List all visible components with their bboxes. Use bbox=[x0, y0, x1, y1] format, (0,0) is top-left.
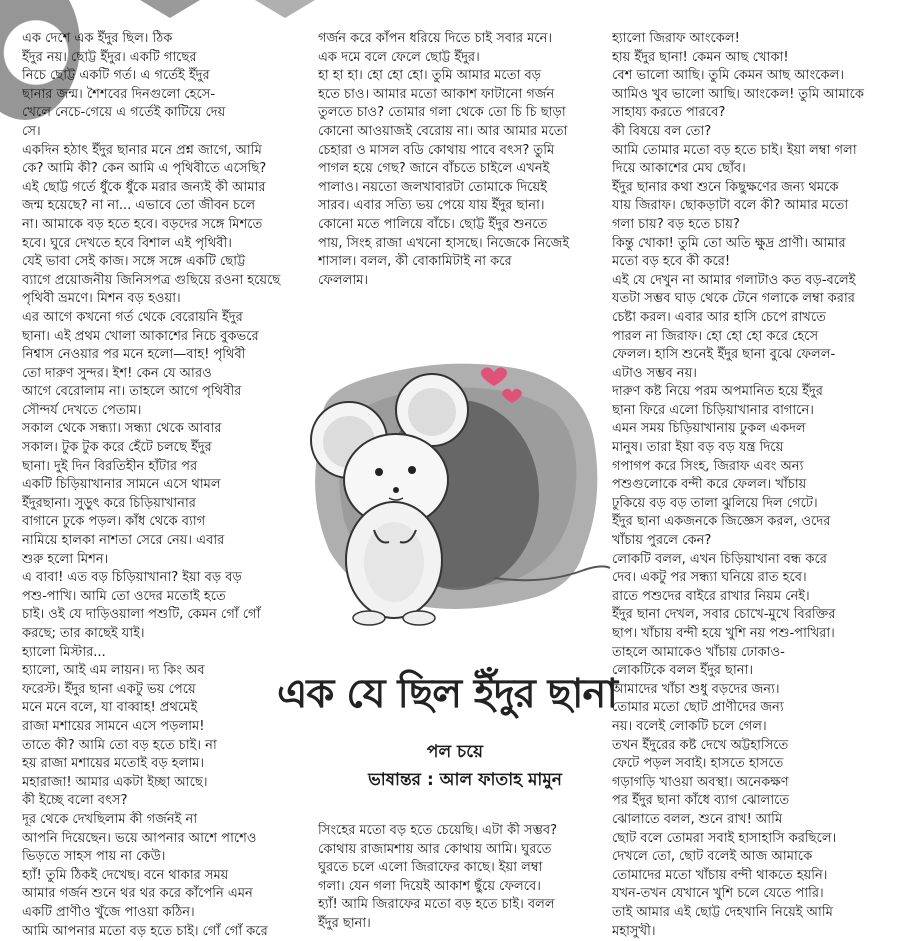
text-line: দেখলে তো, ছোট বলেই আজ আমাকে bbox=[612, 848, 904, 867]
text-line: লোকটি বলল, এখন চিড়িয়াখানা বন্ধ করে bbox=[612, 551, 904, 570]
text-line: দূর থেকে দেখছিলাম কী গর্জনই না bbox=[22, 811, 302, 830]
text-line: ফরেস্ট। ইঁদুর ছানা একটু ভয় পেয়ে bbox=[22, 681, 302, 700]
text-line: হা হা হা। হো হো হো। তুমি আমার মতো বড় bbox=[318, 67, 590, 86]
text-line: দারুণ কষ্ট নিয়ে পরম অপমানিত হয়ে ইঁদুর bbox=[612, 383, 904, 402]
text-line: মতো বড় হবে কী করে! bbox=[612, 253, 904, 272]
text-line: আমার গর্জন শুনে থর থর করে কাঁপেনি এমন bbox=[22, 885, 302, 904]
text-line: আমিও খুব ভালো আছি। আংকেল! তুমি আমাকে bbox=[612, 86, 904, 105]
text-line: আমাদের খাঁচা শুধু বড়দের জন্য। bbox=[612, 681, 904, 700]
text-line: তুলতে চাও? তোমার গলা থেকে তো চি চি ছাড়া bbox=[318, 104, 590, 123]
text-column-1 bbox=[22, 30, 302, 941]
text-line: সাহায্য করতে পারবে? bbox=[612, 104, 904, 123]
text-line: মহারাজা! আমার একটা ইচ্ছা আছে। bbox=[22, 774, 302, 793]
text-line: এমন সময় চিড়িয়াখানায় ঢুকল একদল bbox=[612, 420, 904, 439]
mouse-illustration bbox=[284, 330, 614, 660]
text-column-2-top bbox=[318, 30, 590, 290]
text-line: যায় জিরাফ। ছোকড়াটা বলে কী? আমার মতো bbox=[612, 197, 904, 216]
text-line: ঝোলাতে বলল, শুনে রাখ! আমি bbox=[612, 811, 904, 830]
text-line: ব্যাগে প্রয়োজনীয় জিনিসপত্র গুছিয়ে রওনা হয়েছে bbox=[22, 272, 302, 291]
text-line: একটি প্রাণীও খুঁজে পাওয়া কঠিন। bbox=[22, 904, 302, 923]
text-line: ইঁদুর ছানা। bbox=[318, 915, 598, 934]
text-line: শুরু হলো মিশন। bbox=[22, 551, 302, 570]
text-line: গলা চায়? বড় হতে চায়? bbox=[612, 216, 904, 235]
text-line: রাতে পশুদের বাইরে রাখার নিয়ম নেই। bbox=[612, 588, 904, 607]
text-line: পশুগুলোকে বন্দী করে ফেলল। খাঁচায় bbox=[612, 476, 904, 495]
text-line: মানুষ। তারা ইয়া বড় বড় যন্ত্র দিয়ে bbox=[612, 439, 904, 458]
text-line: আমি তোমার মতো বড় হতে চাই। ইয়া লম্বা গলা bbox=[612, 142, 904, 161]
text-line: পালাও। নয়তো জলখাবারটা তোমাকে দিয়েই bbox=[318, 179, 590, 198]
text-line: নামিয়ে হালকা নাশতা সেরে নেয়। এবার bbox=[22, 532, 302, 551]
text-line: আগে বেরোলাম না। তাহলে আগে পৃথিবীর bbox=[22, 383, 302, 402]
text-line: সৌন্দর্য দেখতে পেতাম। bbox=[22, 402, 302, 421]
text-line: সকাল থেকে সন্ধ্যা। সন্ধ্যা থেকে আবার bbox=[22, 420, 302, 439]
text-column-2-bottom bbox=[318, 822, 598, 934]
text-line: পশু-পাখি। আমি তো ওদের মতোই হতে bbox=[22, 588, 302, 607]
text-line: এ বাবা! এত বড় চিড়িয়াখানা? ইয়া বড় বড় bbox=[22, 569, 302, 588]
text-line: হ্যালো জিরাফ আংকেল! bbox=[612, 30, 904, 49]
text-line: কী বিষয়ে বল তো? bbox=[612, 123, 904, 142]
text-line: শাসাল। বলল, কী বোকামিটাই না করে bbox=[318, 253, 590, 272]
text-line: ছানা ফিরে এলো চিড়িয়াখানার বাগানে। bbox=[612, 402, 904, 421]
text-line: একটি চিড়িয়াখানার সামনে এসে থামল bbox=[22, 476, 302, 495]
text-line: আপনি দিয়েছেন। ভয়ে আপনার আশে পাশেও bbox=[22, 830, 302, 849]
text-column-3 bbox=[612, 30, 904, 941]
text-line: এক দমে বলে ফেলে ছোট্ট ইঁদুর। bbox=[318, 49, 590, 68]
text-line: হয় রাজা মশায়ের মতোই বড় হলাম। bbox=[22, 755, 302, 774]
translator-credit: ভাষান্তর : আল ফাতাহ মামুন bbox=[320, 768, 610, 792]
text-line: খাঁচায় পুরলে কেন? bbox=[612, 532, 904, 551]
text-line: ঘুরতে চলে এলো জিরাফের কাছে। ইয়া লম্বা bbox=[318, 859, 598, 878]
text-line: পারল না জিরাফ। হো হো হো করে হেসে bbox=[612, 328, 904, 347]
text-line: তোমাদের মতো খাঁচায় বন্দী থাকতে হয়নি। bbox=[612, 867, 904, 886]
text-line: একদিন হঠাৎ ইঁদুর ছানার মনে প্রশ্ন জাগে, আমি bbox=[22, 142, 302, 161]
text-line: পায়, সিংহ রাজা এখনো হাসছে। নিজেকে নিজেই bbox=[318, 235, 590, 254]
text-line: হ্যালো, আই এম লায়ন। দ্য কিং অব bbox=[22, 662, 302, 681]
text-line: ফেলল। হাসি শুনেই ইঁদুর ছানা বুঝে ফেলল- bbox=[612, 346, 904, 365]
text-line: ইঁদুর ছানার কথা শুনে কিছুক্ষণের জন্য থমকে bbox=[612, 179, 904, 198]
text-line: ইঁদুরছানা। সুড়ুৎ করে চিড়িয়াখানার bbox=[22, 495, 302, 514]
text-line: সারব। এবার সত্যি ভয় পেয়ে যায় ইঁদুর ছানা। bbox=[318, 197, 590, 216]
text-line: হতে চাও। আমার মতো আকাশ ফাটানো গর্জন bbox=[318, 86, 590, 105]
text-line: দিয়ে আকাশের মেঘ ছোঁব। bbox=[612, 160, 904, 179]
text-line: ইঁদুর নয়। ছোট্ট ইঁদুর। একটি গাছের bbox=[22, 49, 302, 68]
text-line: কোনো মতে পালিয়ে বাঁচে। ছোট্ট ইঁদুর শুনতে bbox=[318, 216, 590, 235]
text-line: চেহারা ও মাসল বডি কোথায় পাবে বৎস? তুমি bbox=[318, 142, 590, 161]
text-line: খেলে নেচে-গেয়ে এ গর্তেই কাটিয়ে দেয় bbox=[22, 104, 302, 123]
text-line: কোনো আওয়াজই বেরোয় না। আর আমার মতো bbox=[318, 123, 590, 142]
text-line: ইঁদুর ছানা দেখল, সবার চোখে-মুখে বিরক্তির bbox=[612, 606, 904, 625]
text-line: এটাও সম্ভব নয়। bbox=[612, 365, 904, 384]
text-line: গড়াগড়ি খাওয়া অবস্থা। অনেকক্ষণ bbox=[612, 774, 904, 793]
text-line: পর ইঁদুর ছানা কাঁধে ব্যাগ ঝোলাতে bbox=[612, 792, 904, 811]
text-line: গর্জন করে কাঁপন ধরিয়ে দিতে চাই সবার মনে। bbox=[318, 30, 590, 49]
text-line: পাগল হয়ে গেছ? জানে বাঁচতে চাইলে এখনই bbox=[318, 160, 590, 179]
text-line: কিন্তু খোকা! তুমি তো অতি ক্ষুদ্র প্রাণী। আমার bbox=[612, 235, 904, 254]
text-line: ছোট বলে তোমরা সবাই হাসাহাসি করছিলে। bbox=[612, 830, 904, 849]
text-line: ছাপ। খাঁচায় বন্দী হয়ে খুশি নয় পশু-পাখিরা। bbox=[612, 625, 904, 644]
text-line: যেই ভাবা সেই কাজ। সঙ্গে সঙ্গে একটি ছোট্ট bbox=[22, 253, 302, 272]
text-line: বেশ ভালো আছি। তুমি কেমন আছ আংকেল। bbox=[612, 67, 904, 86]
text-line: মনে মনে বলে, যা বাব্বাহ! প্রথমেই bbox=[22, 699, 302, 718]
text-line: যতটা সম্ভব ঘাড় থেকে টেনে গলাকে লম্বা করার bbox=[612, 290, 904, 309]
top-decoration-left bbox=[140, 0, 200, 18]
text-line: হ্যাঁ! আমি জিরাফের মতো বড় হতে চাই। বলল bbox=[318, 896, 598, 915]
text-line: তখন ইঁদুরের কষ্ট দেখে অট্টহাসিতে bbox=[612, 737, 904, 756]
text-line: রাজা মশায়ের সামনে এসে পড়লাম! bbox=[22, 718, 302, 737]
text-line: ঢুকিয়ে বড় বড় তালা ঝুলিয়ে দিল গেটে। bbox=[612, 495, 904, 514]
text-line: নিশ্বাস নেওয়ার পর মনে হলো—বাহ! পৃথিবী bbox=[22, 346, 302, 365]
text-line: নিচে ছোট্ট একটি গর্ত। এ গর্তেই ইঁদুর bbox=[22, 67, 302, 86]
text-line: ফেললাম। bbox=[318, 272, 590, 291]
text-line: আমি আপনার মতো বড় হতে চাই। গোঁ গোঁ করে bbox=[22, 923, 302, 941]
text-line: পৃথিবী ভ্রমণে। মিশন বড় হওয়া। bbox=[22, 290, 302, 309]
text-line: কে? আমি কী? কেন আমি এ পৃথিবীতে এসেছি? bbox=[22, 160, 302, 179]
text-line: তোমার মতো ছোট প্রাণীদের জন্য bbox=[612, 699, 904, 718]
text-line: গলা। যেন গলা দিয়েই আকাশ ছুঁয়ে ফেলবে। bbox=[318, 878, 598, 897]
text-line: তো দারুণ সুন্দর। ইশ! কেন যে আরও bbox=[22, 365, 302, 384]
author-name: পল চয়ে bbox=[320, 740, 590, 764]
text-line: এক দেশে এক ইঁদুর ছিল। ঠিক bbox=[22, 30, 302, 49]
text-line: কী ইচ্ছে বলো বৎস? bbox=[22, 792, 302, 811]
text-line: গপাগপ করে সিংহ, জিরাফ এবং অন্য bbox=[612, 458, 904, 477]
text-line: এই যে দেখুন না আমার গলাটাও কত বড়-বলেই bbox=[612, 272, 904, 291]
text-line: ফেটে পড়ল সবাই। হাসতে হাসতে bbox=[612, 755, 904, 774]
text-line: চাই। ওই যে দাড়িওয়ালা পশুটি, কেমন গোঁ গোঁ bbox=[22, 606, 302, 625]
text-line: ইঁদুর ছানা একজনকে জিজ্ঞেস করল, ওদের bbox=[612, 513, 904, 532]
text-line: তাতে কী? আমি তো বড় হতে চাই। না bbox=[22, 737, 302, 756]
text-line: নয়। বলেই লোকটি চলে গেল। bbox=[612, 718, 904, 737]
text-line: ছানার জন্ম। শৈশবের দিনগুলো হেসে- bbox=[22, 86, 302, 105]
text-line: ছানা। দুই দিন বিরতিহীন হাঁটার পর bbox=[22, 458, 302, 477]
text-line: তাই আমার এই ছোট্ট দেহখানি নিয়েই আমি bbox=[612, 904, 904, 923]
text-line: ছানা। এই প্রথম খোলা আকাশের নিচে বুকভরে bbox=[22, 328, 302, 347]
top-decoration-right bbox=[255, 0, 315, 18]
text-line: তাহলে আমাকেও খাঁচায় ঢোকাও- bbox=[612, 644, 904, 663]
text-line: লোকটিকে বলল ইঁদুর ছানা। bbox=[612, 662, 904, 681]
text-line: হ্যালো মিস্টার... bbox=[22, 644, 302, 663]
text-line: এই ছোট্ট গর্তে ধুঁকে ধুঁকে মরার জন্যই কী আমার bbox=[22, 179, 302, 198]
text-line: কোথায় রাজামশায় আর কোথায় আমি। ঘুরতে bbox=[318, 841, 598, 860]
text-line: হায় ইঁদুর ছানা! কেমন আছ খোকা! bbox=[612, 49, 904, 68]
text-line: জন্ম হয়েছে? না না... এভাবে তো জীবন চলে bbox=[22, 197, 302, 216]
text-line: সে। bbox=[22, 123, 302, 142]
text-line: ভিড়তে সাহস পায় না কেউ। bbox=[22, 848, 302, 867]
text-line: বাগানে ঢুকে পড়ল। কাঁধ থেকে ব্যাগ bbox=[22, 513, 302, 532]
text-line: হবে। ঘুরে দেখতে হবে বিশাল এই পৃথিবী। bbox=[22, 235, 302, 254]
story-title: এক যে ছিল ইঁদুর ছানা bbox=[272, 668, 622, 720]
text-line: সিংহের মতো বড় হতে চেয়েছি। এটা কী সম্ভব? bbox=[318, 822, 598, 841]
text-line: হ্যাঁ! তুমি ঠিকই দেখেছ। বনে থাকার সময় bbox=[22, 867, 302, 886]
text-line: না। আমাকে বড় হতে হবে। বড়দের সঙ্গে মিশতে bbox=[22, 216, 302, 235]
text-line: মহাসুখী। bbox=[612, 923, 904, 941]
text-line: এর আগে কখনো গর্ত থেকে বেরোয়নি ইঁদুর bbox=[22, 309, 302, 328]
text-line: দেব। একটু পর সন্ধ্যা ঘনিয়ে রাত হবে। bbox=[612, 569, 904, 588]
text-line: যখন-তখন যেখানে খুশি চলে যেতে পারি। bbox=[612, 885, 904, 904]
text-line: চেষ্টা করল। এবার আর হাসি চেপে রাখতে bbox=[612, 309, 904, 328]
text-line: করছে; তার কাছেই যাই। bbox=[22, 625, 302, 644]
text-line: সকাল। টুক টুক করে হেঁটে চলছে ইঁদুর bbox=[22, 439, 302, 458]
